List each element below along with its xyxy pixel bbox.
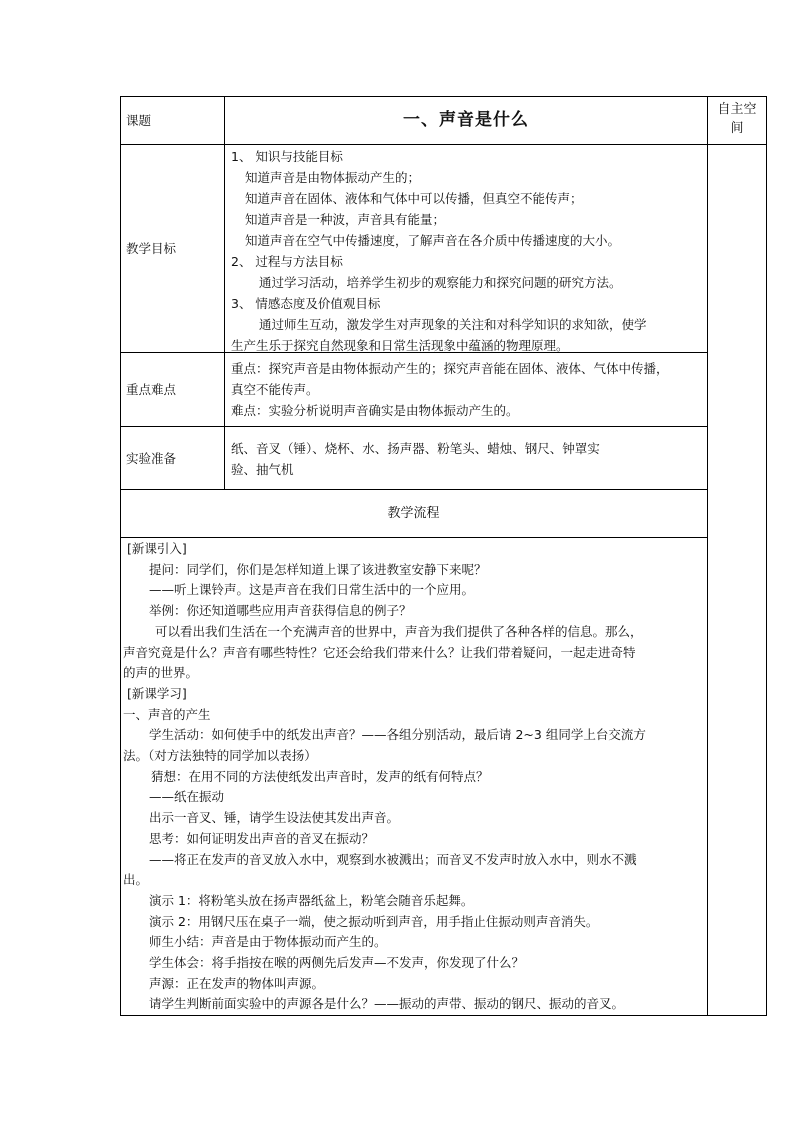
materials-line: 验、抽气机 xyxy=(231,462,294,477)
goals-line: 1、 知识与技能目标 xyxy=(231,149,343,164)
materials-label: 实验准备 xyxy=(126,450,177,466)
goals-line: 3、 情感态度及价值观目标 xyxy=(231,296,381,311)
flow-line: 请学生判断前面实验中的声源各是什么？——振动的声带、振动的钢尺、振动的音叉。 xyxy=(149,996,625,1012)
flow-line: 举例：你还知道哪些应用声音获得信息的例子？ xyxy=(149,603,412,619)
goals-line: 知道声音是由物体振动产生的； xyxy=(245,170,421,185)
goals-line: 通过学习活动，培养学生初步的观察能力和探究问题的研究方法。 xyxy=(259,275,622,290)
flow-line: 的声的世界。 xyxy=(123,665,199,681)
flow-line: [新课学习] xyxy=(127,685,187,701)
goals-line: 通过师生互动，激发学生对声现象的关注和对科学知识的求知欲，使学 xyxy=(259,317,647,332)
keypoints-content xyxy=(225,358,707,421)
flow-line: 学生体会：将手指按在喉的两侧先后发声—不发声，你发现了什么？ xyxy=(149,955,525,971)
self-space-label-line-1: 自主空 xyxy=(717,102,757,117)
flow-line: 出。 xyxy=(123,872,149,888)
flow-heading: 教学流程 xyxy=(387,506,440,521)
table-border-right xyxy=(766,96,767,1016)
materials-line: 纸、音叉（锤）、烧杯、水、扬声器、粉笔头、蜡烛、钢尺、钟罩实 xyxy=(231,441,600,456)
flow-line: 法。（对方法独特的同学加以表扬） xyxy=(123,748,317,764)
flow-line: ——听上课铃声。这是声音在我们日常生活中的一个应用。 xyxy=(149,582,475,598)
flow-line: ——纸在振动 xyxy=(149,789,225,805)
flow-line: 演示 2：用钢尺压在桌子一端，使之振动听到声音，用手指止住振动则声音消失。 xyxy=(149,913,599,929)
goals-line: 知道声音在空气中传播速度，了解声音在各介质中传播速度的大小。 xyxy=(245,233,621,248)
flow-line: 一、声音的产生 xyxy=(123,706,211,722)
flow-line: 学生活动：如何使手中的纸发出声音？——各组分别活动，最后请 2~3 组同学上台交流方 xyxy=(149,727,646,743)
flow-line: ——将正在发声的音叉放入水中，观察到水被溅出；而音叉不发声时放入水中，则水不溅 xyxy=(149,851,637,867)
goals-line: 2、 过程与方法目标 xyxy=(231,254,343,269)
self-space-label-line-2: 间 xyxy=(730,121,744,136)
self-space-header xyxy=(708,100,766,138)
flow-line: 演示 1：将粉笔头放在扬声器纸盆上，粉笔会随音乐起舞。 xyxy=(149,892,474,908)
materials-content xyxy=(225,438,707,480)
flow-line: 出示一音叉、锤，请学生设法使其发出声音。 xyxy=(149,810,400,826)
flow-line: 思考：如何证明发出声音的音叉在振动？ xyxy=(149,830,375,846)
topic-label: 课题 xyxy=(126,112,152,128)
lesson-title: 一、声音是什么 xyxy=(403,109,529,130)
goals-line: 知道声音是一种波，声音具有能量； xyxy=(245,212,446,227)
keypoints-line: 真空不能传声。 xyxy=(231,382,319,397)
flow-line: 可以看出我们生活在一个充满声音的世界中，声音为我们提供了各种各样的信息。那么， xyxy=(155,623,643,639)
flow-line: 声源：正在发声的物体叫声源。 xyxy=(149,975,325,991)
keypoints-line: 难点：实验分析说明声音确实是由物体振动产生的。 xyxy=(231,403,519,418)
row-divider xyxy=(120,537,707,538)
flow-content xyxy=(121,539,707,1015)
lesson-plan-table xyxy=(120,96,767,1016)
keypoints-line: 重点：探究声音是由物体振动产生的；探究声音能在固体、液体、气体中传播， xyxy=(231,361,669,376)
flow-line: [新课引入] xyxy=(127,541,187,556)
goals-line: 生产生乐于探究自然现象和日常生活现象中蕴涵的物理原理。 xyxy=(231,338,569,353)
self-space-column-divider xyxy=(707,96,708,1016)
keypoints-label: 重点难点 xyxy=(126,382,177,397)
goals-line: 知道声音在固体、液体和气体中可以传播，但真空不能传声； xyxy=(245,191,583,206)
flow-line: 声音究竟是什么？声音有哪些特性？它还会给我们带来什么？让我们带着疑问，一起走进奇特 xyxy=(123,644,636,660)
flow-line: 提问：同学们，你们是怎样知道上课了该进教室安静下来呢？ xyxy=(149,561,487,577)
flow-line: 猜想：在用不同的方法使纸发出声音时，发声的纸有何特点？ xyxy=(151,768,489,784)
flow-line: 师生小结：声音是由于物体振动而产生的。 xyxy=(149,934,387,950)
goals-label: 教学目标 xyxy=(126,241,177,256)
goals-content xyxy=(225,146,707,356)
